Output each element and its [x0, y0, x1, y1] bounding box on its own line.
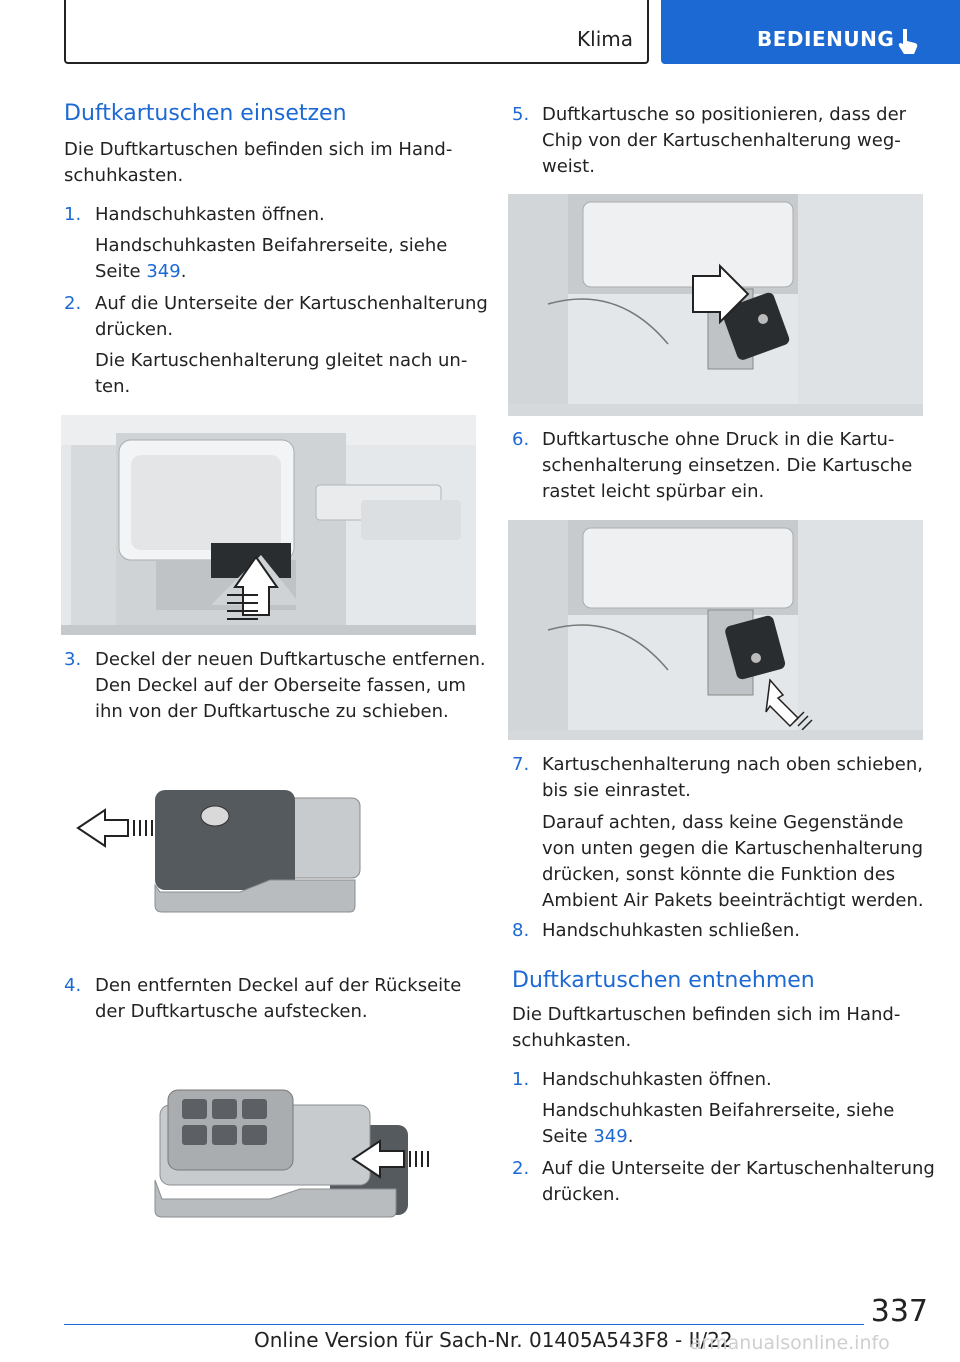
step-note: Die Kartuschenhalterung gleitet nach un- — [95, 350, 468, 371]
intro-line-1: Die Duftkartuschen befinden sich im Hand- — [512, 1004, 901, 1025]
step-note: Handschuhkasten Beifahrerseite, siehe — [95, 235, 448, 256]
header-chapter-title: BEDIENUNG — [757, 27, 895, 51]
step-text: Duftkartusche ohne Druck in die Kartu- — [542, 429, 895, 450]
cartridge-position-illustration — [508, 194, 923, 416]
glovebox-press-illustration — [61, 415, 476, 635]
page-number: 337 — [870, 1294, 928, 1329]
step-text: ihn von der Duftkartusche zu schieben. — [95, 701, 449, 722]
step-text: Den entfernten Deckel auf der Rückseite — [95, 975, 462, 996]
page-link-349[interactable]: 349 — [146, 261, 181, 282]
step-text: Den Deckel auf der Oberseite fassen, um — [95, 675, 466, 696]
intro-line-2: schuhkasten. — [64, 165, 184, 186]
footer-divider — [64, 1324, 864, 1325]
step-number: 1. — [64, 204, 82, 225]
step-number: 1. — [512, 1069, 530, 1090]
step-text: Handschuhkasten öffnen. — [95, 204, 325, 225]
step-text: Auf die Unterseite der Kartuschenhalterung — [95, 293, 488, 314]
step-number: 5. — [512, 104, 530, 125]
step-text: Duftkartusche so positionieren, dass der — [542, 104, 907, 125]
step-number: 8. — [512, 920, 530, 941]
step-note: drücken, sonst könnte die Funktion des — [542, 864, 896, 885]
intro-line-2: schuhkasten. — [512, 1030, 632, 1051]
header-section-box — [64, 0, 649, 64]
step-number: 3. — [64, 649, 82, 670]
watermark: armanualsonline.info — [690, 1332, 890, 1354]
step-text: bis sie einrastet. — [542, 780, 691, 801]
page-link-349[interactable]: 349 — [593, 1126, 628, 1147]
step-note-ref — [95, 259, 186, 285]
header-section-title: Klima — [577, 27, 633, 51]
heading-entnehmen: Duftkartuschen entnehmen — [512, 968, 815, 993]
step-note: Ambient Air Pakets beeinträchtigt werden. — [542, 890, 924, 911]
cartridge-lid-removal-illustration — [70, 780, 375, 920]
note-suffix: . — [180, 261, 187, 282]
cartridge-insert-illustration — [508, 520, 923, 740]
step-number: 6. — [512, 429, 530, 450]
footer-online-version: Online Version für Sach-Nr. 01405A543F8 - II/22 — [254, 1328, 733, 1352]
header-chapter-tab[interactable] — [661, 0, 960, 64]
note-suffix: . — [627, 1126, 634, 1147]
step-number: 7. — [512, 754, 530, 775]
step-text: Chip von der Kartuschenhalterung weg- — [542, 130, 901, 151]
step-text: Kartuschenhalterung nach oben schieben, — [542, 754, 923, 775]
step-text: drücken. — [95, 319, 174, 340]
step-text: drücken. — [542, 1184, 621, 1205]
step-number: 2. — [64, 293, 82, 314]
step-text: rastet leicht spürbar ein. — [542, 481, 765, 502]
step-number: 2. — [512, 1158, 530, 1179]
step-text: Deckel der neuen Duftkartusche entfernen. — [95, 649, 486, 670]
pointing-hand-icon — [893, 26, 923, 56]
intro-line-1: Die Duftkartuschen befinden sich im Hand- — [64, 139, 453, 160]
heading-einsetzen: Duftkartuschen einsetzen — [64, 101, 347, 126]
step-number: 4. — [64, 975, 82, 996]
step-text: Handschuhkasten öffnen. — [542, 1069, 772, 1090]
step-note: ten. — [95, 376, 131, 397]
step-text: Auf die Unterseite der Kartuschenhalterung — [542, 1158, 935, 1179]
cartridge-lid-attach-illustration — [150, 1085, 440, 1225]
step-text: der Duftkartusche aufstecken. — [95, 1001, 368, 1022]
note-prefix: Seite — [95, 261, 147, 282]
step-text: Handschuhkasten schließen. — [542, 920, 800, 941]
step-note-ref — [542, 1124, 633, 1150]
note-prefix: Seite — [542, 1126, 594, 1147]
step-note: Darauf achten, dass keine Gegenstände — [542, 812, 904, 833]
step-note: von unten gegen die Kartuschenhalterung — [542, 838, 923, 859]
step-text: weist. — [542, 156, 595, 177]
step-text: schenhalterung einsetzen. Die Kartusche — [542, 455, 913, 476]
step-note: Handschuhkasten Beifahrerseite, siehe — [542, 1100, 895, 1121]
